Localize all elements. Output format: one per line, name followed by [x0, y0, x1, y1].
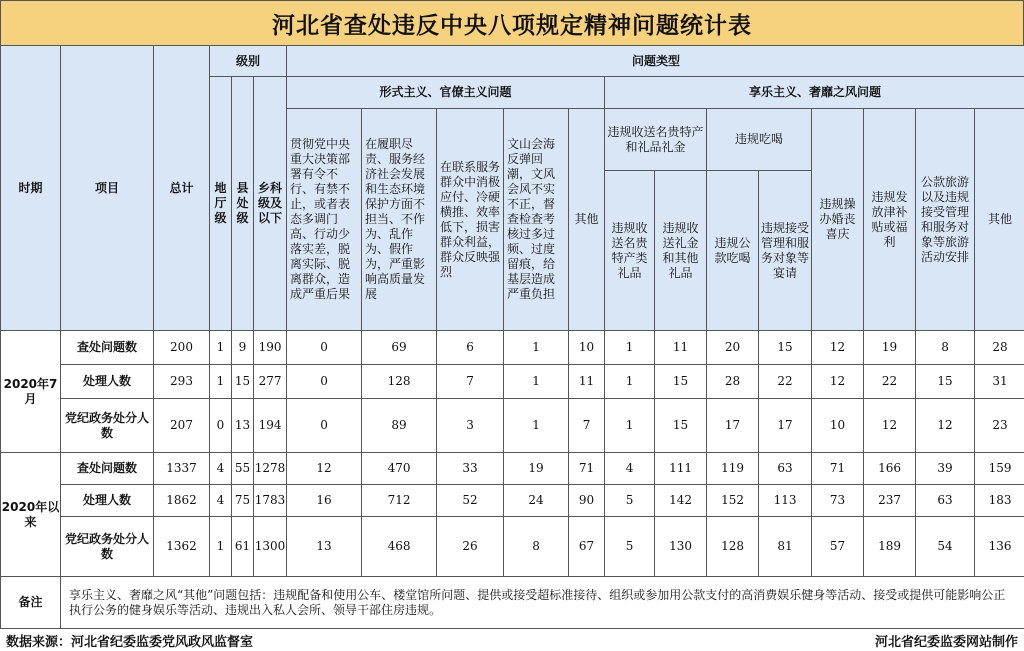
note-text: 享乐主义、奢靡之风“其他”问题包括：违规配备和使用公车、楼堂馆所问题、提供或接受超标准接待、组织或参加用公款支付的高消费娱乐健身等活动、接受或提供可能影响公正执行公务的健身娱乐等活动、违规出入私人会所、领导干部住房违规。	[61, 577, 1024, 629]
producer: 河北省纪委监委网站制作	[874, 635, 1018, 650]
cell: 152	[707, 485, 759, 517]
header-allowances: 违规发放津补贴或福利	[864, 109, 916, 331]
table-row	[1, 517, 1024, 577]
header-dining-banquet: 违规接受管理和服务对象等宴请	[759, 171, 812, 331]
table-row	[1, 331, 1024, 365]
cell: 15	[655, 399, 707, 453]
cell: 9	[232, 331, 254, 365]
header-formalism-col-1: 贯彻党中央重大决策部署有令不行、有禁不止，或者表态多调门高、行动少落实差，脱离实际、脱离群众，造成严重后果	[287, 109, 362, 331]
cell: 22	[864, 365, 916, 399]
cell: 12	[812, 331, 864, 365]
cell: 26	[437, 517, 504, 577]
cell: 15	[759, 331, 812, 365]
row-item-label: 党纪政务处分人数	[61, 517, 154, 577]
cell: 16	[287, 485, 362, 517]
cell: 1	[605, 365, 655, 399]
header-hedonism: 享乐主义、奢靡之风问题	[605, 77, 1024, 109]
cell: 8	[504, 517, 569, 577]
cell: 19	[864, 331, 916, 365]
header-formalism-col-4: 文山会海反弹回潮，文风会风不实不正，督查检查考核过多过频、过度留痕，给基层造成严重负担	[504, 109, 569, 331]
cell: 17	[759, 399, 812, 453]
cell: 5	[605, 485, 655, 517]
cell: 24	[504, 485, 569, 517]
cell: 0	[287, 399, 362, 453]
cell: 1278	[254, 453, 287, 485]
cell: 293	[154, 365, 210, 399]
cell: 23	[975, 399, 1024, 453]
row-item-label: 查处问题数	[61, 331, 154, 365]
header-total: 总计	[154, 46, 210, 331]
note-row	[1, 577, 1024, 629]
cell: 200	[154, 331, 210, 365]
data-source: 数据来源：河北省纪委监委党风政风监督室	[6, 635, 254, 650]
row-item-label: 处理人数	[61, 365, 154, 399]
table-row	[1, 399, 1024, 453]
cell: 7	[569, 399, 605, 453]
cell: 277	[254, 365, 287, 399]
cell: 3	[437, 399, 504, 453]
header-formalism-other: 其他	[569, 109, 605, 331]
cell: 712	[362, 485, 437, 517]
cell: 1	[605, 399, 655, 453]
cell: 10	[812, 399, 864, 453]
cell: 4	[210, 453, 232, 485]
row-item-label: 党纪政务处分人数	[61, 399, 154, 453]
cell: 28	[707, 365, 759, 399]
stats-table	[0, 45, 1024, 629]
header-item: 项目	[61, 46, 154, 331]
cell: 0	[210, 399, 232, 453]
cell: 12	[916, 399, 975, 453]
cell: 75	[232, 485, 254, 517]
cell: 1	[210, 365, 232, 399]
cell: 207	[154, 399, 210, 453]
header-problem-type: 问题类型	[287, 46, 1024, 77]
cell: 33	[437, 453, 504, 485]
cell: 1	[504, 331, 569, 365]
cell: 13	[232, 399, 254, 453]
cell: 4	[210, 485, 232, 517]
header-weddings: 违规操办婚丧喜庆	[812, 109, 864, 331]
cell: 15	[232, 365, 254, 399]
cell: 190	[254, 331, 287, 365]
cell: 130	[655, 517, 707, 577]
table-row	[1, 485, 1024, 517]
cell: 0	[287, 365, 362, 399]
period-label: 2020年以来	[1, 453, 61, 577]
cell: 4	[605, 453, 655, 485]
header-gift-group: 违规收送名贵特产和礼品礼金	[605, 109, 707, 171]
row-item-label: 查处问题数	[61, 453, 154, 485]
cell: 1362	[154, 517, 210, 577]
cell: 54	[916, 517, 975, 577]
row-item-label: 处理人数	[61, 485, 154, 517]
cell: 1	[504, 399, 569, 453]
header-level: 级别	[210, 46, 287, 77]
cell: 1337	[154, 453, 210, 485]
header-dining-group: 违规吃喝	[707, 109, 812, 171]
cell: 71	[569, 453, 605, 485]
cell: 81	[759, 517, 812, 577]
header-level-prefecture: 地厅级	[210, 77, 232, 331]
cell: 89	[362, 399, 437, 453]
cell: 0	[287, 331, 362, 365]
cell: 136	[975, 517, 1024, 577]
cell: 12	[287, 453, 362, 485]
cell: 11	[569, 365, 605, 399]
cell: 12	[812, 365, 864, 399]
table-title: 河北省查处违反中央八项规定精神问题统计表	[0, 0, 1024, 46]
cell: 1	[605, 331, 655, 365]
cell: 7	[437, 365, 504, 399]
cell: 11	[655, 331, 707, 365]
cell: 71	[812, 453, 864, 485]
header-level-township: 乡科级及以下	[254, 77, 287, 331]
cell: 111	[655, 453, 707, 485]
cell: 159	[975, 453, 1024, 485]
cell: 57	[812, 517, 864, 577]
cell: 22	[759, 365, 812, 399]
footer	[0, 630, 1024, 651]
cell: 13	[287, 517, 362, 577]
cell: 194	[254, 399, 287, 453]
cell: 19	[504, 453, 569, 485]
header-gift-specialty: 违规收送名贵特产类礼品	[605, 171, 655, 331]
cell: 10	[569, 331, 605, 365]
table-row	[1, 365, 1024, 399]
cell: 1783	[254, 485, 287, 517]
cell: 5	[605, 517, 655, 577]
cell: 20	[707, 331, 759, 365]
cell: 1	[210, 331, 232, 365]
cell: 128	[707, 517, 759, 577]
cell: 8	[916, 331, 975, 365]
cell: 6	[437, 331, 504, 365]
cell: 1862	[154, 485, 210, 517]
cell: 39	[916, 453, 975, 485]
cell: 15	[655, 365, 707, 399]
cell: 63	[759, 453, 812, 485]
cell: 90	[569, 485, 605, 517]
cell: 189	[864, 517, 916, 577]
cell: 52	[437, 485, 504, 517]
cell: 69	[362, 331, 437, 365]
cell: 470	[362, 453, 437, 485]
cell: 468	[362, 517, 437, 577]
cell: 73	[812, 485, 864, 517]
note-label: 备注	[1, 577, 61, 629]
cell: 1	[210, 517, 232, 577]
cell: 61	[232, 517, 254, 577]
header-formalism-col-2: 在履职尽责、服务经济社会发展和生态环境保护方面不担当、不作为、乱作为、假作为，严重影响高质量发展	[362, 109, 437, 331]
header-gift-money: 违规收送礼金和其他礼品	[655, 171, 707, 331]
cell: 31	[975, 365, 1024, 399]
cell: 67	[569, 517, 605, 577]
cell: 1300	[254, 517, 287, 577]
table-row	[1, 453, 1024, 485]
cell: 15	[916, 365, 975, 399]
header-period: 时期	[1, 46, 61, 331]
cell: 28	[975, 331, 1024, 365]
cell: 183	[975, 485, 1024, 517]
cell: 113	[759, 485, 812, 517]
cell: 142	[655, 485, 707, 517]
header-formalism: 形式主义、官僚主义问题	[287, 77, 605, 109]
cell: 17	[707, 399, 759, 453]
cell: 55	[232, 453, 254, 485]
header-hedonism-other: 其他	[975, 109, 1024, 331]
cell: 237	[864, 485, 916, 517]
header-level-county: 县处级	[232, 77, 254, 331]
period-label: 2020年7月	[1, 331, 61, 453]
cell: 12	[864, 399, 916, 453]
cell: 63	[916, 485, 975, 517]
header-formalism-col-3: 在联系服务群众中消极应付、冷硬横推、效率低下，损害群众利益，群众反映强烈	[437, 109, 504, 331]
header-dining-public: 违规公款吃喝	[707, 171, 759, 331]
cell: 1	[504, 365, 569, 399]
header-travel: 公款旅游以及违规接受管理和服务对象等旅游活动安排	[916, 109, 975, 331]
cell: 166	[864, 453, 916, 485]
cell: 128	[362, 365, 437, 399]
cell: 119	[707, 453, 759, 485]
